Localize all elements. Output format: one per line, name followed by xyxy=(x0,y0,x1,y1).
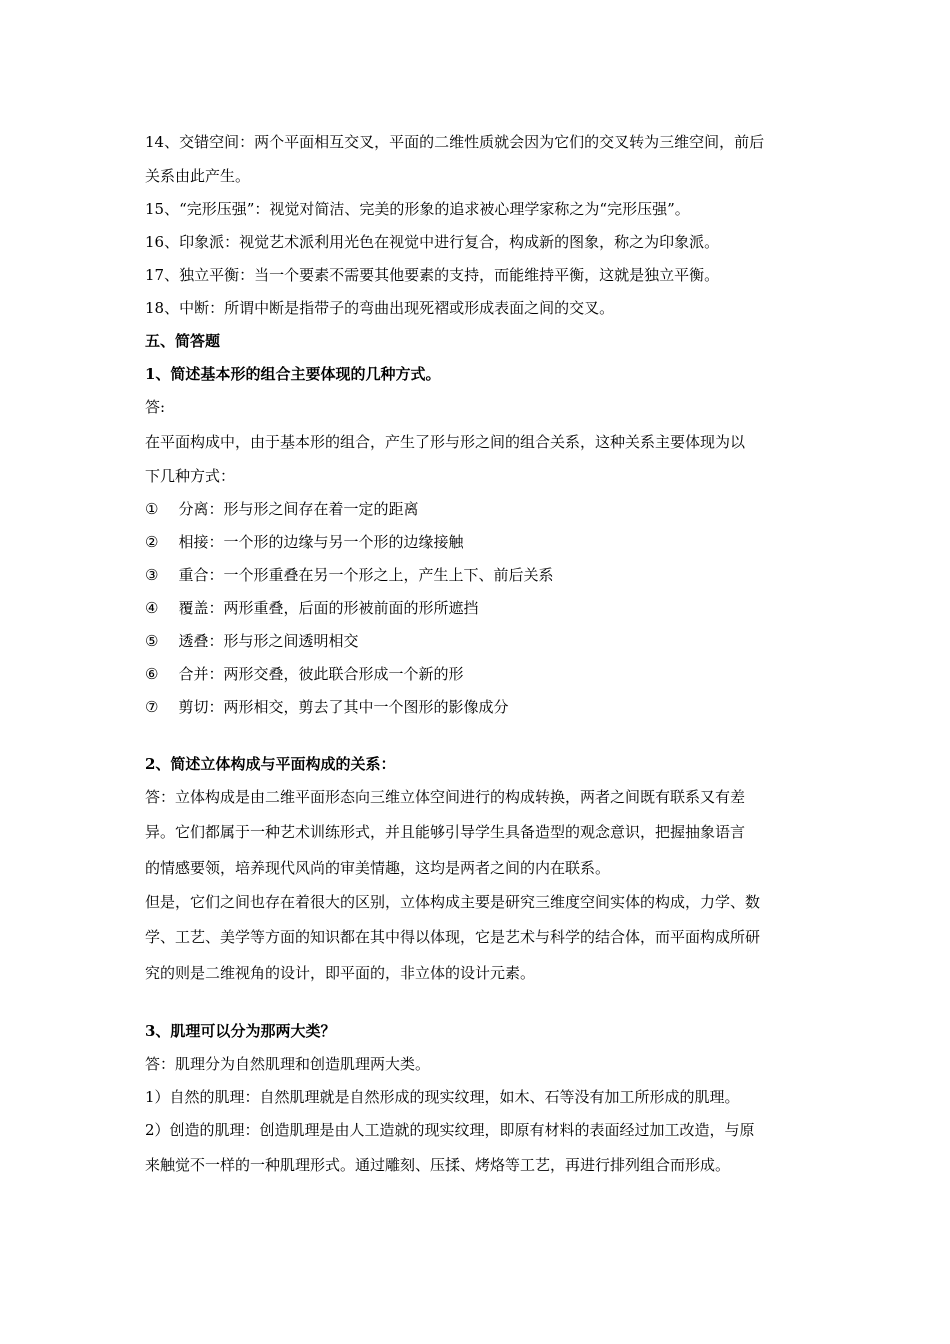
q3-line: 答：肌理分为自然肌理和创造肌理两大类。 xyxy=(145,1055,431,1073)
q3-line: 来触觉不一样的一种肌理形式。通过雕刻、压揉、烤烙等工艺，再进行排列组合而形成。 xyxy=(145,1156,731,1174)
q1-item xyxy=(145,526,810,559)
q2-line: 异。它们都属于一种艺术训练形式，并且能够引导学生具备造型的观念意识，把握抽象语言 xyxy=(145,823,746,841)
q2-line: 的情感要领，培养现代风尚的审美情趣，这均是两者之间的内在联系。 xyxy=(145,859,611,877)
q2-line: 但是，它们之间也存在着很大的区别，立体构成主要是研究三维度空间实体的构成，力学、数 xyxy=(145,893,761,911)
term-16: 16、印象派：视觉艺术派利用光色在视觉中进行复合，构成新的图象，称之为印象派。 xyxy=(145,233,720,251)
q1-item-number: ③ xyxy=(145,566,159,584)
term-18: 18、中断：所谓中断是指带子的弯曲出现死褶或形成表面之间的交叉。 xyxy=(145,299,615,317)
q1-item-number: ⑦ xyxy=(145,698,159,716)
term-14-line2: 关系由此产生。 xyxy=(145,167,251,185)
q3-line: 1）自然的肌理：自然肌理就是自然形成的现实纹理，如木、石等没有加工所形成的肌理。 xyxy=(145,1088,740,1106)
term-14-line1: 14、交错空间：两个平面相互交叉，平面的二维性质就会因为它们的交叉转为三维空间，前后 xyxy=(145,133,765,151)
q1-answer-label: 答: xyxy=(145,398,166,416)
q1-item-text: 重合：一个形重叠在另一个形之上，产生上下、前后关系 xyxy=(178,566,554,584)
q1-item-number: ② xyxy=(145,533,159,551)
q1-item xyxy=(145,625,810,658)
section-title: 五、简答题 xyxy=(145,332,221,350)
q1-item xyxy=(145,559,810,592)
q1-intro-line2: 下几种方式： xyxy=(145,467,236,485)
q1-item-number: ④ xyxy=(145,599,159,617)
q1-item-text: 合并：两形交叠，彼此联合形成一个新的形 xyxy=(178,665,464,683)
term-15: 15、“完形压强”：视觉对简洁、完美的形象的追求被心理学家称之为“完形压强”。 xyxy=(145,200,690,218)
q1-item xyxy=(145,493,810,526)
spacer xyxy=(145,724,810,748)
q1-item xyxy=(145,658,810,691)
q3-title: 3、肌理可以分为那两大类？ xyxy=(145,1022,336,1040)
spacer xyxy=(145,991,810,1015)
q2-line: 答：立体构成是由二维平面形态向三维立体空间进行的构成转换，两者之间既有联系又有差 xyxy=(145,788,746,806)
q1-item-text: 剪切：两形相交，剪去了其中一个图形的影像成分 xyxy=(178,698,509,716)
q1-item-text: 分离：形与形之间存在着一定的距离 xyxy=(178,500,419,518)
term-17: 17、独立平衡：当一个要素不需要其他要素的支持，而能维持平衡，这就是独立平衡。 xyxy=(145,266,720,284)
q3-line: 2）创造的肌理：创造肌理是由人工造就的现实纹理，即原有材料的表面经过加工改造，与原 xyxy=(145,1121,755,1139)
q2-line: 究的则是二维视角的设计，即平面的，非立体的设计元素。 xyxy=(145,964,536,982)
q1-item-text: 透叠：形与形之间透明相交 xyxy=(178,632,359,650)
q1-item-text: 相接：一个形的边缘与另一个形的边缘接触 xyxy=(178,533,464,551)
q2-line: 学、工艺、美学等方面的知识都在其中得以体现，它是艺术与科学的结合体，而平面构成所研 xyxy=(145,928,761,946)
q1-item-number: ① xyxy=(145,500,159,518)
q2-title: 2、简述立体构成与平面构成的关系： xyxy=(145,755,396,773)
q1-item xyxy=(145,592,810,625)
q1-intro-line1: 在平面构成中，由于基本形的组合，产生了形与形之间的组合关系，这种关系主要体现为以 xyxy=(145,433,746,451)
q1-item xyxy=(145,691,810,724)
document-page xyxy=(145,124,810,1183)
q1-item-number: ⑤ xyxy=(145,632,159,650)
q1-item-number: ⑥ xyxy=(145,665,159,683)
q1-item-text: 覆盖：两形重叠，后面的形被前面的形所遮挡 xyxy=(178,599,479,617)
q1-title: 1、简述基本形的组合主要体现的几种方式。 xyxy=(145,365,441,383)
